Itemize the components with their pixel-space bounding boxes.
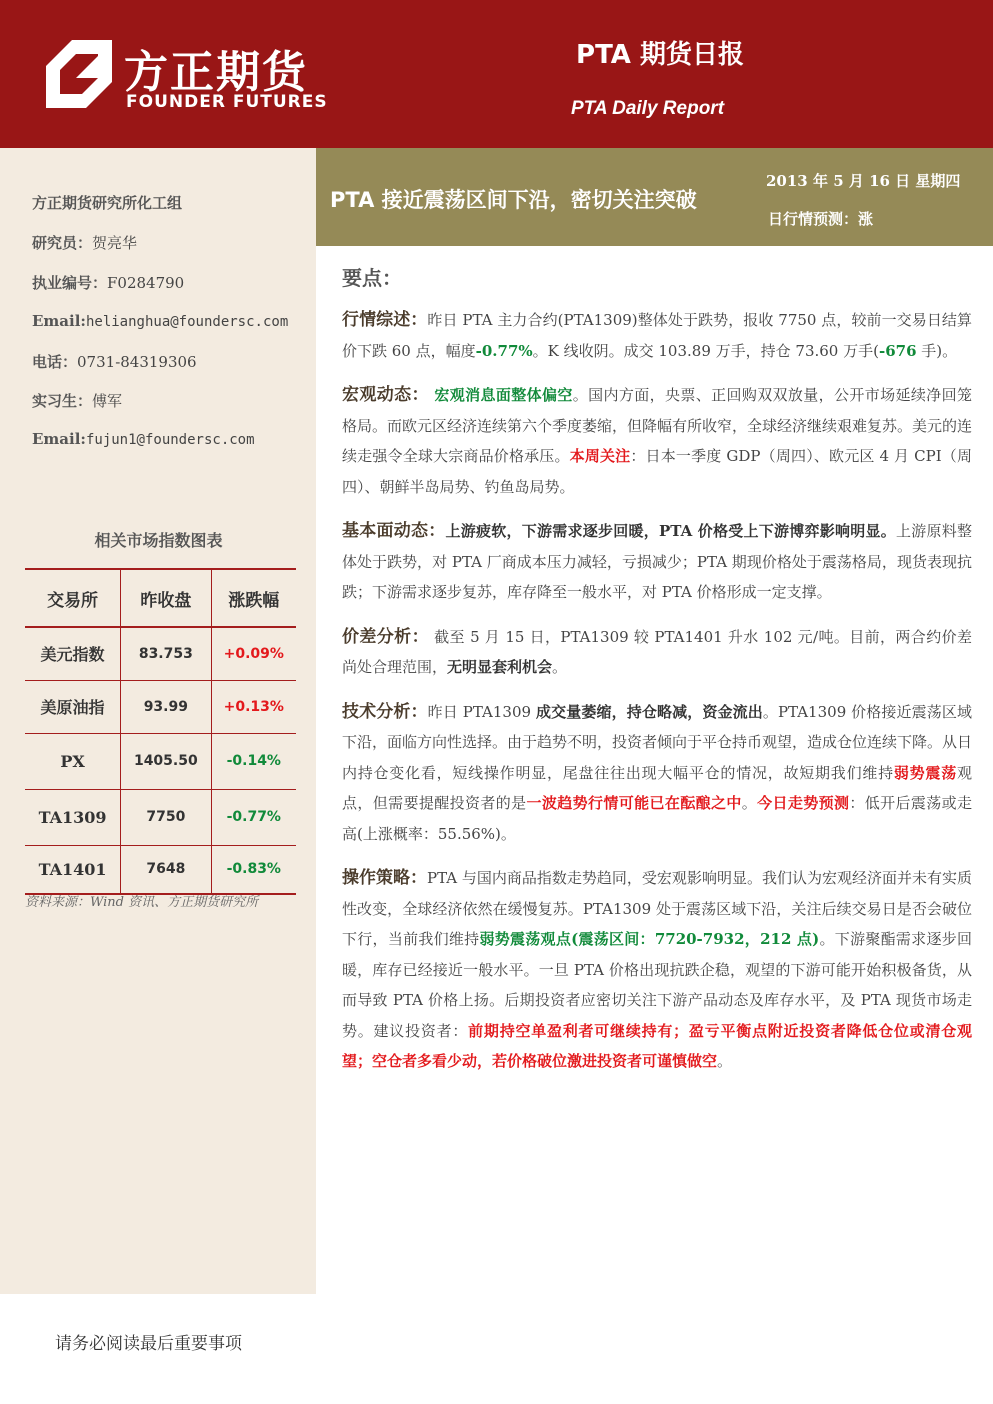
email-line-1: Email:helianghua@foundersc.com [32,312,289,330]
fundamentals-paragraph: 基本面动态：上游疲软，下游需求逐步回暖，PTA 价格受上下游博弈影响明显。上游原料整体处于跌势，对 PTA 厂商成本压力减轻，亏损减少；PTA 期现价格处于震荡格局，现货表现抗跌；下游需求逐步复苏，库存降至一般水平，对 PTA 价格形成一定支撑。 [342,521,972,601]
license-line: 执业编号：F0284790 [32,274,185,292]
strategy-paragraph: 操作策略：PTA 与国内商品指数走势趋同，受宏观影响明显。我们认为宏观经济面并未有实质性改变，全球经济依然在缓慢复苏。PTA1309 处于震荡区域下沿，关注后续交易日是否会破位下行，当前我们维持弱势震荡观点(震荡区间：7720-7932，212 点)。下游聚酯需求逐步回暖，库存已经接近一般水平。一旦 PTA 价格出现抗跌企稳，观望的下游可能开始积极备货，从而导致 PTA 价格上扬。后期投资者应密切关注下游产品动态及库存水平，及 PTA 现货市场走势。建议投资者：前期持空单盈利者可继续持有；盈亏平衡点附近投资者降低仓位或清仓观望；空仓者多看少动，若价格破位激进投资者可谨慎做空。 [342,868,972,1070]
report-title: PTA 期货日报 [576,40,744,70]
market-review-paragraph: 行情综述：昨日 PTA 主力合约(PTA1309)整体处于跌势，报收 7750 点，较前一交易日结算价下跌 60 点，幅度-0.77%。K 线收阴。成交 103.89 万手，持仓 73.60 万手(-676 手)。 [342,310,972,360]
report-header [0,0,993,148]
technical-paragraph: 技术分析：昨日 PTA1309 成交量萎缩，持仓略减，资金流出。PTA1309 价格接近震荡区域下沿，面临方向性选择。由于趋势不明，投资者倾向于平仓持币观望，造成仓位连续下降。从日内持仓变化看，短线操作明显，尾盘往往出现大幅平仓的情况，故短期我们维持弱势震荡观点，但需要提醒投资者的是一波趋势行情可能已在酝酿之中。今日走势预测：低开后震荡或走高(上涨概率：55.56%)。 [342,701,973,843]
market-index-table [25,568,296,895]
email-line-2: Email:fujun1@foundersc.com [32,430,255,448]
report-date: 2013 年 5 月 16 日 星期四 [766,172,961,190]
phone-line: 电话：0731-84319306 [32,353,197,371]
footer-notice: 请务必阅读最后重要事项 [55,1334,242,1354]
table-source-note: 资料来源：Wind 资讯、方正期货研究所 [25,895,259,910]
col-header-exchange: 交易所 [25,569,121,627]
report-body [342,262,972,1091]
market-table-title: 相关市场指数图表 [94,531,223,550]
table-row: TA1309 7750 -0.77% [25,789,296,845]
headline-band [316,148,993,246]
col-header-close: 昨收盘 [121,569,211,627]
table-row: 美原油指 93.99 +0.13% [25,680,296,733]
logo-chinese-name: 方正期货 [124,47,308,98]
macro-paragraph: 宏观动态： 宏观消息面整体偏空。国内方面，央票、正回购双双放量，公开市场延续净回笼格局。而欧元区经济连续第六个季度萎缩，但降幅有所收窄，全球经济继续艰难复苏。美元的连续走强令全球大宗商品价格承压。本周关注：日本一季度 GDP（周四）、欧元区 4 月 CPI（周四）、朝鲜半岛局势、钓鱼岛局势。 [342,385,973,496]
col-header-change: 涨跌幅 [211,569,296,627]
report-subtitle: PTA Daily Report [570,98,725,119]
spread-paragraph: 价差分析： 截至 5 月 15 日，PTA1309 较 PTA1401 升水 102 元/吨。目前，两合约价差尚处合理范围，无明显套利机会。 [342,626,972,676]
research-group: 方正期货研究所化工组 [32,194,183,212]
founder-logo-icon [46,40,112,108]
table-row: TA1401 7648 -0.83% [25,845,296,894]
key-points-heading: 要点： [342,266,402,290]
logo-english-name: FOUNDER FUTURES [126,92,328,112]
headline: PTA 接近震荡区间下沿，密切关注突破 [330,188,697,212]
intern-line: 实习生：傅军 [32,392,123,410]
researcher-line: 研究员：贺亮华 [32,234,138,252]
table-row: 美元指数 83.753 +0.09% [25,627,296,680]
table-row: PX 1405.50 -0.14% [25,733,296,789]
daily-forecast: 日行情预测：涨 [768,210,874,228]
